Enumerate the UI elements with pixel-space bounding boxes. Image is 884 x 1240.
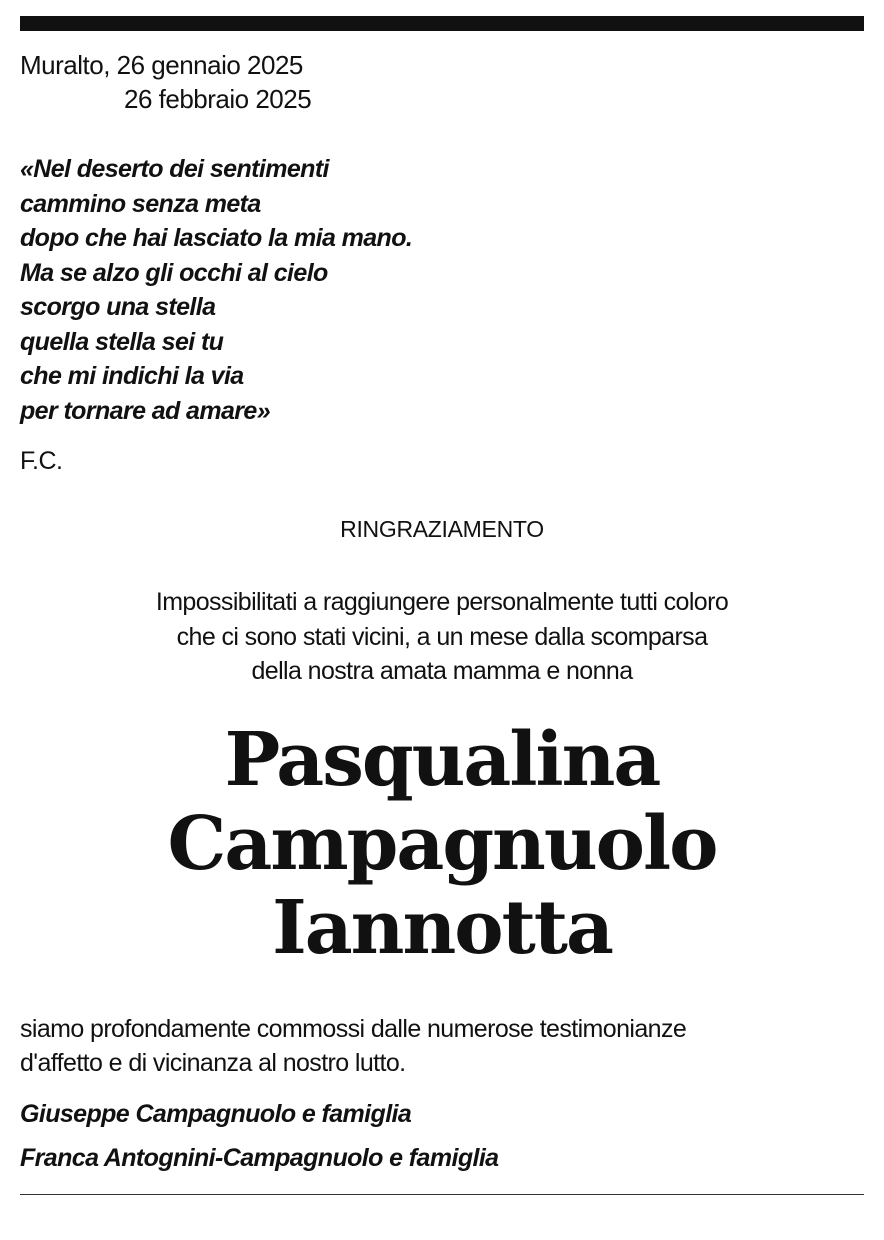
intro-line: che ci sono stati vicini, a un mese dalla scomparsa: [176, 622, 708, 651]
poem-line: «Nel deserto dei sentimenti: [20, 155, 329, 183]
date-line-2: 26 febbraio 2025: [124, 84, 312, 114]
poem: [20, 152, 412, 428]
name-line-first: Pasqualina: [224, 717, 660, 803]
name-line-middle: Campagnuolo: [167, 801, 717, 887]
poem-line: dopo che hai lasciato la mia mano.: [20, 224, 413, 252]
name-line-last: Iannotta: [272, 885, 612, 971]
closing-text: [20, 1012, 686, 1080]
poem-line: cammino senza meta: [20, 189, 261, 218]
date-line-1: Muralto, 26 gennaio 2025: [20, 50, 303, 80]
intro-line: della nostra amata mamma e nonna: [251, 657, 633, 685]
signer: Giuseppe Campagnuolo e famiglia: [20, 1100, 412, 1128]
poem-line: quella stella sei tu: [20, 327, 224, 356]
top-rule: [20, 16, 864, 31]
poem-line: scorgo una stella: [20, 293, 216, 321]
closing-line: siamo profondamente commossi dalle numerose testimonianze: [20, 1015, 687, 1043]
intro-line: Impossibilitati a raggiungere personalmente tutti coloro: [155, 588, 729, 616]
poem-line: Ma se alzo gli occhi al cielo: [20, 258, 328, 287]
date-block: [20, 48, 311, 116]
notice-heading: RINGRAZIAMENTO: [340, 516, 544, 542]
poem-author: F.C.: [20, 447, 63, 475]
closing-line: d'affetto e di vicinanza al nostro lutto.: [20, 1049, 406, 1077]
signers: [20, 1092, 498, 1180]
deceased-name: [0, 718, 884, 970]
bottom-rule: [20, 1194, 864, 1195]
intro-text: [0, 585, 884, 689]
poem-line: per tornare ad amare»: [20, 396, 271, 425]
signer: Franca Antognini-Campagnuolo e famiglia: [20, 1144, 499, 1172]
poem-line: che mi indichi la via: [20, 362, 244, 390]
